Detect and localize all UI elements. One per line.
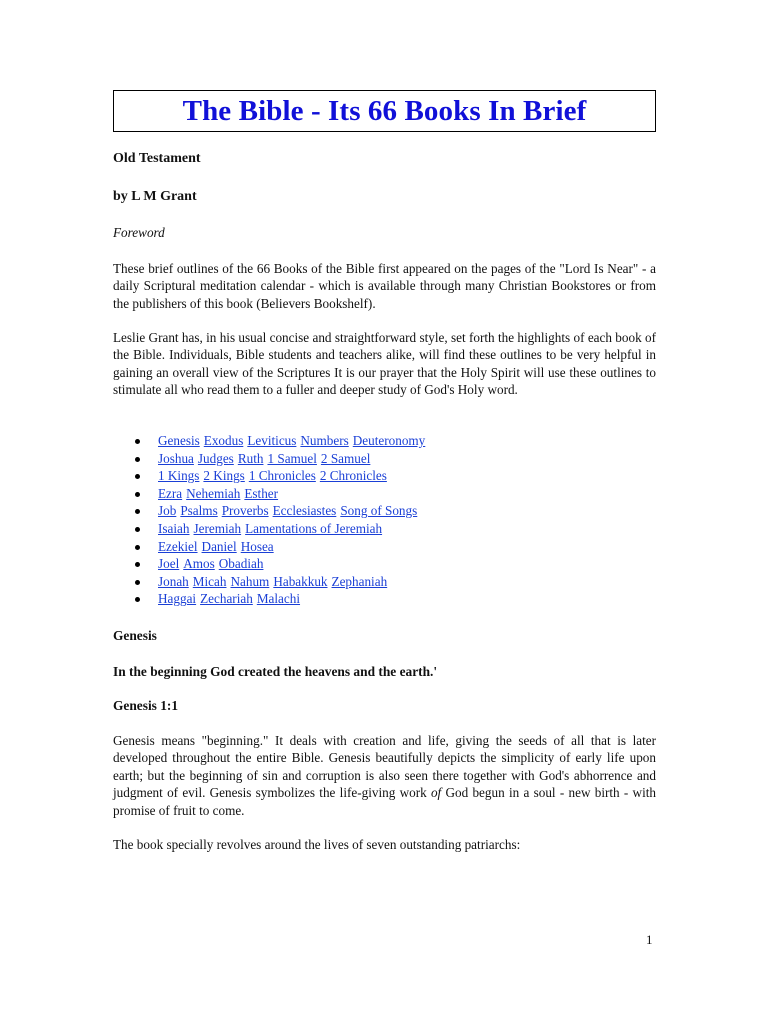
genesis-paragraph-1-part-b: God begun in a soul - new birth - with promise of fruit to come.: [113, 785, 656, 818]
testament-heading: Old Testament: [113, 151, 201, 166]
books-list-item: [113, 432, 429, 450]
genesis-quote: In the beginning God created the heavens and the earth.': [113, 664, 438, 679]
book-link-leviticus[interactable]: Leviticus: [247, 433, 297, 448]
book-link-isaiah[interactable]: Isaiah: [158, 520, 190, 536]
book-link-2-chronicles[interactable]: 2 Chronicles: [319, 468, 387, 484]
book-link-exodus[interactable]: Exodus: [203, 433, 244, 448]
book-link-hosea[interactable]: Hosea: [240, 538, 274, 554]
genesis-paragraph-1: [113, 732, 656, 819]
book-link-joshua[interactable]: Joshua: [158, 450, 194, 466]
books-list-item: [113, 573, 429, 591]
book-link-joel[interactable]: Joel: [158, 556, 180, 572]
book-link-malachi[interactable]: Malachi: [256, 591, 301, 607]
books-list-item: [113, 467, 429, 485]
book-link-nahum[interactable]: Nahum: [230, 573, 270, 589]
foreword-paragraph-2: Leslie Grant has, in his usual concise and straightforward style, set forth the highlights of each book of the Bible. Individuals, Bible students and teachers alike, will find these outlines to be very helpful in gaining an overall view of the Scriptures It is our prayer that the Holy Spirit will use these outlines to stimulate all who read them to a fuller and deeper study of God's Holy word.: [113, 330, 656, 398]
genesis-reference: Genesis 1:1: [113, 698, 179, 713]
books-list-item: [113, 555, 429, 573]
book-link-daniel[interactable]: Daniel: [201, 538, 237, 554]
book-link-amos[interactable]: Amos: [183, 556, 215, 572]
books-list-item: [113, 450, 429, 468]
books-list-item: [113, 538, 429, 556]
book-link-habakkuk[interactable]: Habakkuk: [273, 573, 328, 589]
book-link-proverbs[interactable]: Proverbs: [221, 503, 269, 519]
page-number: 1: [646, 932, 653, 947]
books-list-item: [113, 520, 429, 538]
book-link-2-samuel[interactable]: 2 Samuel: [320, 450, 371, 466]
books-list-item: [113, 485, 429, 503]
genesis-heading: Genesis: [113, 628, 157, 643]
book-link-zephaniah[interactable]: Zephaniah: [331, 573, 388, 589]
book-link-jeremiah[interactable]: Jeremiah: [193, 520, 242, 536]
book-link-numbers[interactable]: Numbers: [300, 433, 349, 448]
genesis-paragraph-1-of: of: [430, 785, 442, 801]
page-title: The Bible - Its 66 Books In Brief: [182, 94, 587, 127]
book-link-deuteronomy[interactable]: Deuteronomy: [352, 433, 426, 448]
book-link-genesis[interactable]: Genesis: [158, 433, 200, 448]
book-link-ezra[interactable]: Ezra: [158, 485, 183, 501]
book-link-lamentations-of-jeremiah[interactable]: Lamentations of Jeremiah: [245, 520, 383, 536]
book-link-zechariah[interactable]: Zechariah: [200, 591, 253, 607]
book-link-judges[interactable]: Judges: [197, 450, 234, 466]
byline: by L M Grant: [113, 189, 197, 204]
books-index-list: [113, 432, 429, 608]
genesis-paragraph-1-part-a: Genesis means "beginning." It deals with creation and life, giving the seeds of all that is later developed throughout the entire Bible. Genesis beautifully depicts the simplicity of early life upon earth; but the beginning of sin and corruption is also seen there together with God's abhorrence and judgment of evil. Genesis symbolizes the life-giving work: [113, 733, 656, 801]
book-link-obadiah[interactable]: Obadiah: [218, 556, 264, 572]
foreword-label: Foreword: [113, 225, 165, 240]
book-link-jonah[interactable]: Jonah: [158, 573, 189, 589]
books-list-item: [113, 502, 429, 520]
book-link-haggai[interactable]: Haggai: [158, 591, 197, 607]
book-link-nehemiah[interactable]: Nehemiah: [186, 485, 241, 501]
book-link-1-samuel[interactable]: 1 Samuel: [267, 450, 317, 466]
genesis-paragraph-2: The book specially revolves around the lives of seven outstanding patriarchs:: [113, 837, 521, 852]
book-link-job[interactable]: Job: [158, 503, 177, 519]
book-link-micah[interactable]: Micah: [192, 573, 227, 589]
book-link-esther[interactable]: Esther: [244, 485, 279, 501]
book-link-ezekiel[interactable]: Ezekiel: [158, 538, 198, 554]
book-link-ruth[interactable]: Ruth: [237, 450, 264, 466]
book-link-ecclesiastes[interactable]: Ecclesiastes: [272, 503, 337, 519]
foreword-paragraph-1: These brief outlines of the 66 Books of the Bible first appeared on the pages of the "Lord Is Near" - a daily Scriptural meditation calendar - which is available through many Christian Bookstores or from the publishers of this book (Believers Bookshelf).: [113, 261, 656, 311]
book-link-psalms[interactable]: Psalms: [180, 503, 218, 519]
book-link-song-of-songs[interactable]: Song of Songs: [340, 503, 418, 519]
book-link-1-kings[interactable]: 1 Kings: [158, 468, 200, 484]
book-link-1-chronicles[interactable]: 1 Chronicles: [248, 468, 316, 484]
books-list-item: [113, 590, 429, 608]
book-link-2-kings[interactable]: 2 Kings: [203, 468, 245, 484]
title-box: [113, 90, 656, 132]
